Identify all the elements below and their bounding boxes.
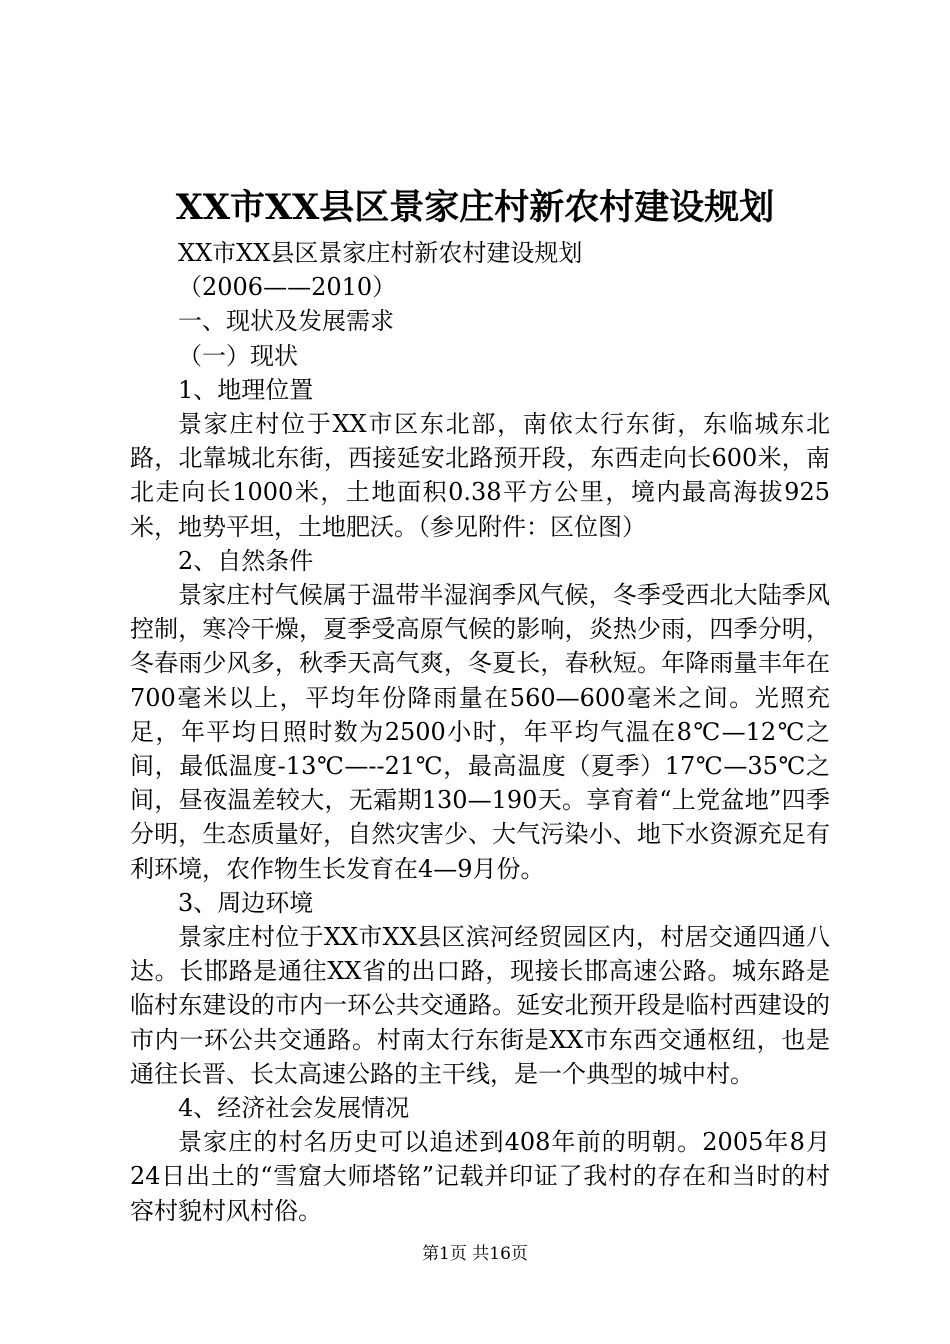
document-title: XX市XX县区景家庄村新农村建设规划 <box>175 187 775 228</box>
paragraph-nature: 景家庄村气候属于温带半湿润季风气候，冬季受西北大陆季风控制，寒冷干燥，夏季受高原气候的影响，炎热少雨，四季分明，冬春雨少风多，秋季天高气爽，冬夏长，春秋短。年降雨量丰年在700毫米以上，平均年份降雨量在560—600毫米之间。光照充足，年平均日照时数为2500小时，年平均气温在8℃—12℃之间，最低温度-13℃—--21℃，最高温度（夏季）17℃—35℃之间，昼夜温差较大，无霜期130—190天。享育着“上党盆地”四季分明，生态质量好，自然灾害少、大气污染小、地下水资源充足有利环境，农作物生长发育在4—9月份。 <box>130 581 830 883</box>
paragraph-geography: 景家庄村位于XX市区东北部，南依太行东街，东临城东北路，北靠城北东街，西接延安北路预开段，东西走向长600米，南北走向长1000米，土地面积0.38平方公里，境内最高海拔925米，地势平坦，土地肥沃。（参见附件：区位图） <box>130 410 830 541</box>
page-footer: 第1页 共16页 <box>422 1244 528 1264</box>
heading-geography: 1、地理位置 <box>178 375 314 404</box>
subtitle: XX市XX县区景家庄村新农村建设规划 <box>178 239 583 267</box>
heading-nature: 2、自然条件 <box>178 546 314 575</box>
heading-economy: 4、经济社会发展情况 <box>178 1094 410 1123</box>
period: （2006——2010） <box>178 273 397 302</box>
paragraph-environment: 景家庄村位于XX市XX县区滨河经贸园区内，村居交通四通八达。长邯路是通往XX省的出口路，现接长邯高速公路。城东路是临村东建设的市内一环公共交通路。延安北预开段是临村西建设的市内一环公共交通路。村南太行东街是XX市东西交通枢纽，也是通往长晋、长太高速公路的主干线，是一个典型的城中村。 <box>130 923 830 1088</box>
heading-environment: 3、周边环境 <box>178 888 314 917</box>
section-heading: 一、现状及发展需求 <box>178 307 394 336</box>
paragraph-economy: 景家庄的村名历史可以追述到408年前的明朝。2005年8月24日出土的“雪窟大师塔铭”记载并印证了我村的存在和当时的村容村貌村风村俗。 <box>130 1128 830 1225</box>
subsection-heading: （一）现状 <box>178 341 298 370</box>
document-body <box>130 236 830 1228</box>
